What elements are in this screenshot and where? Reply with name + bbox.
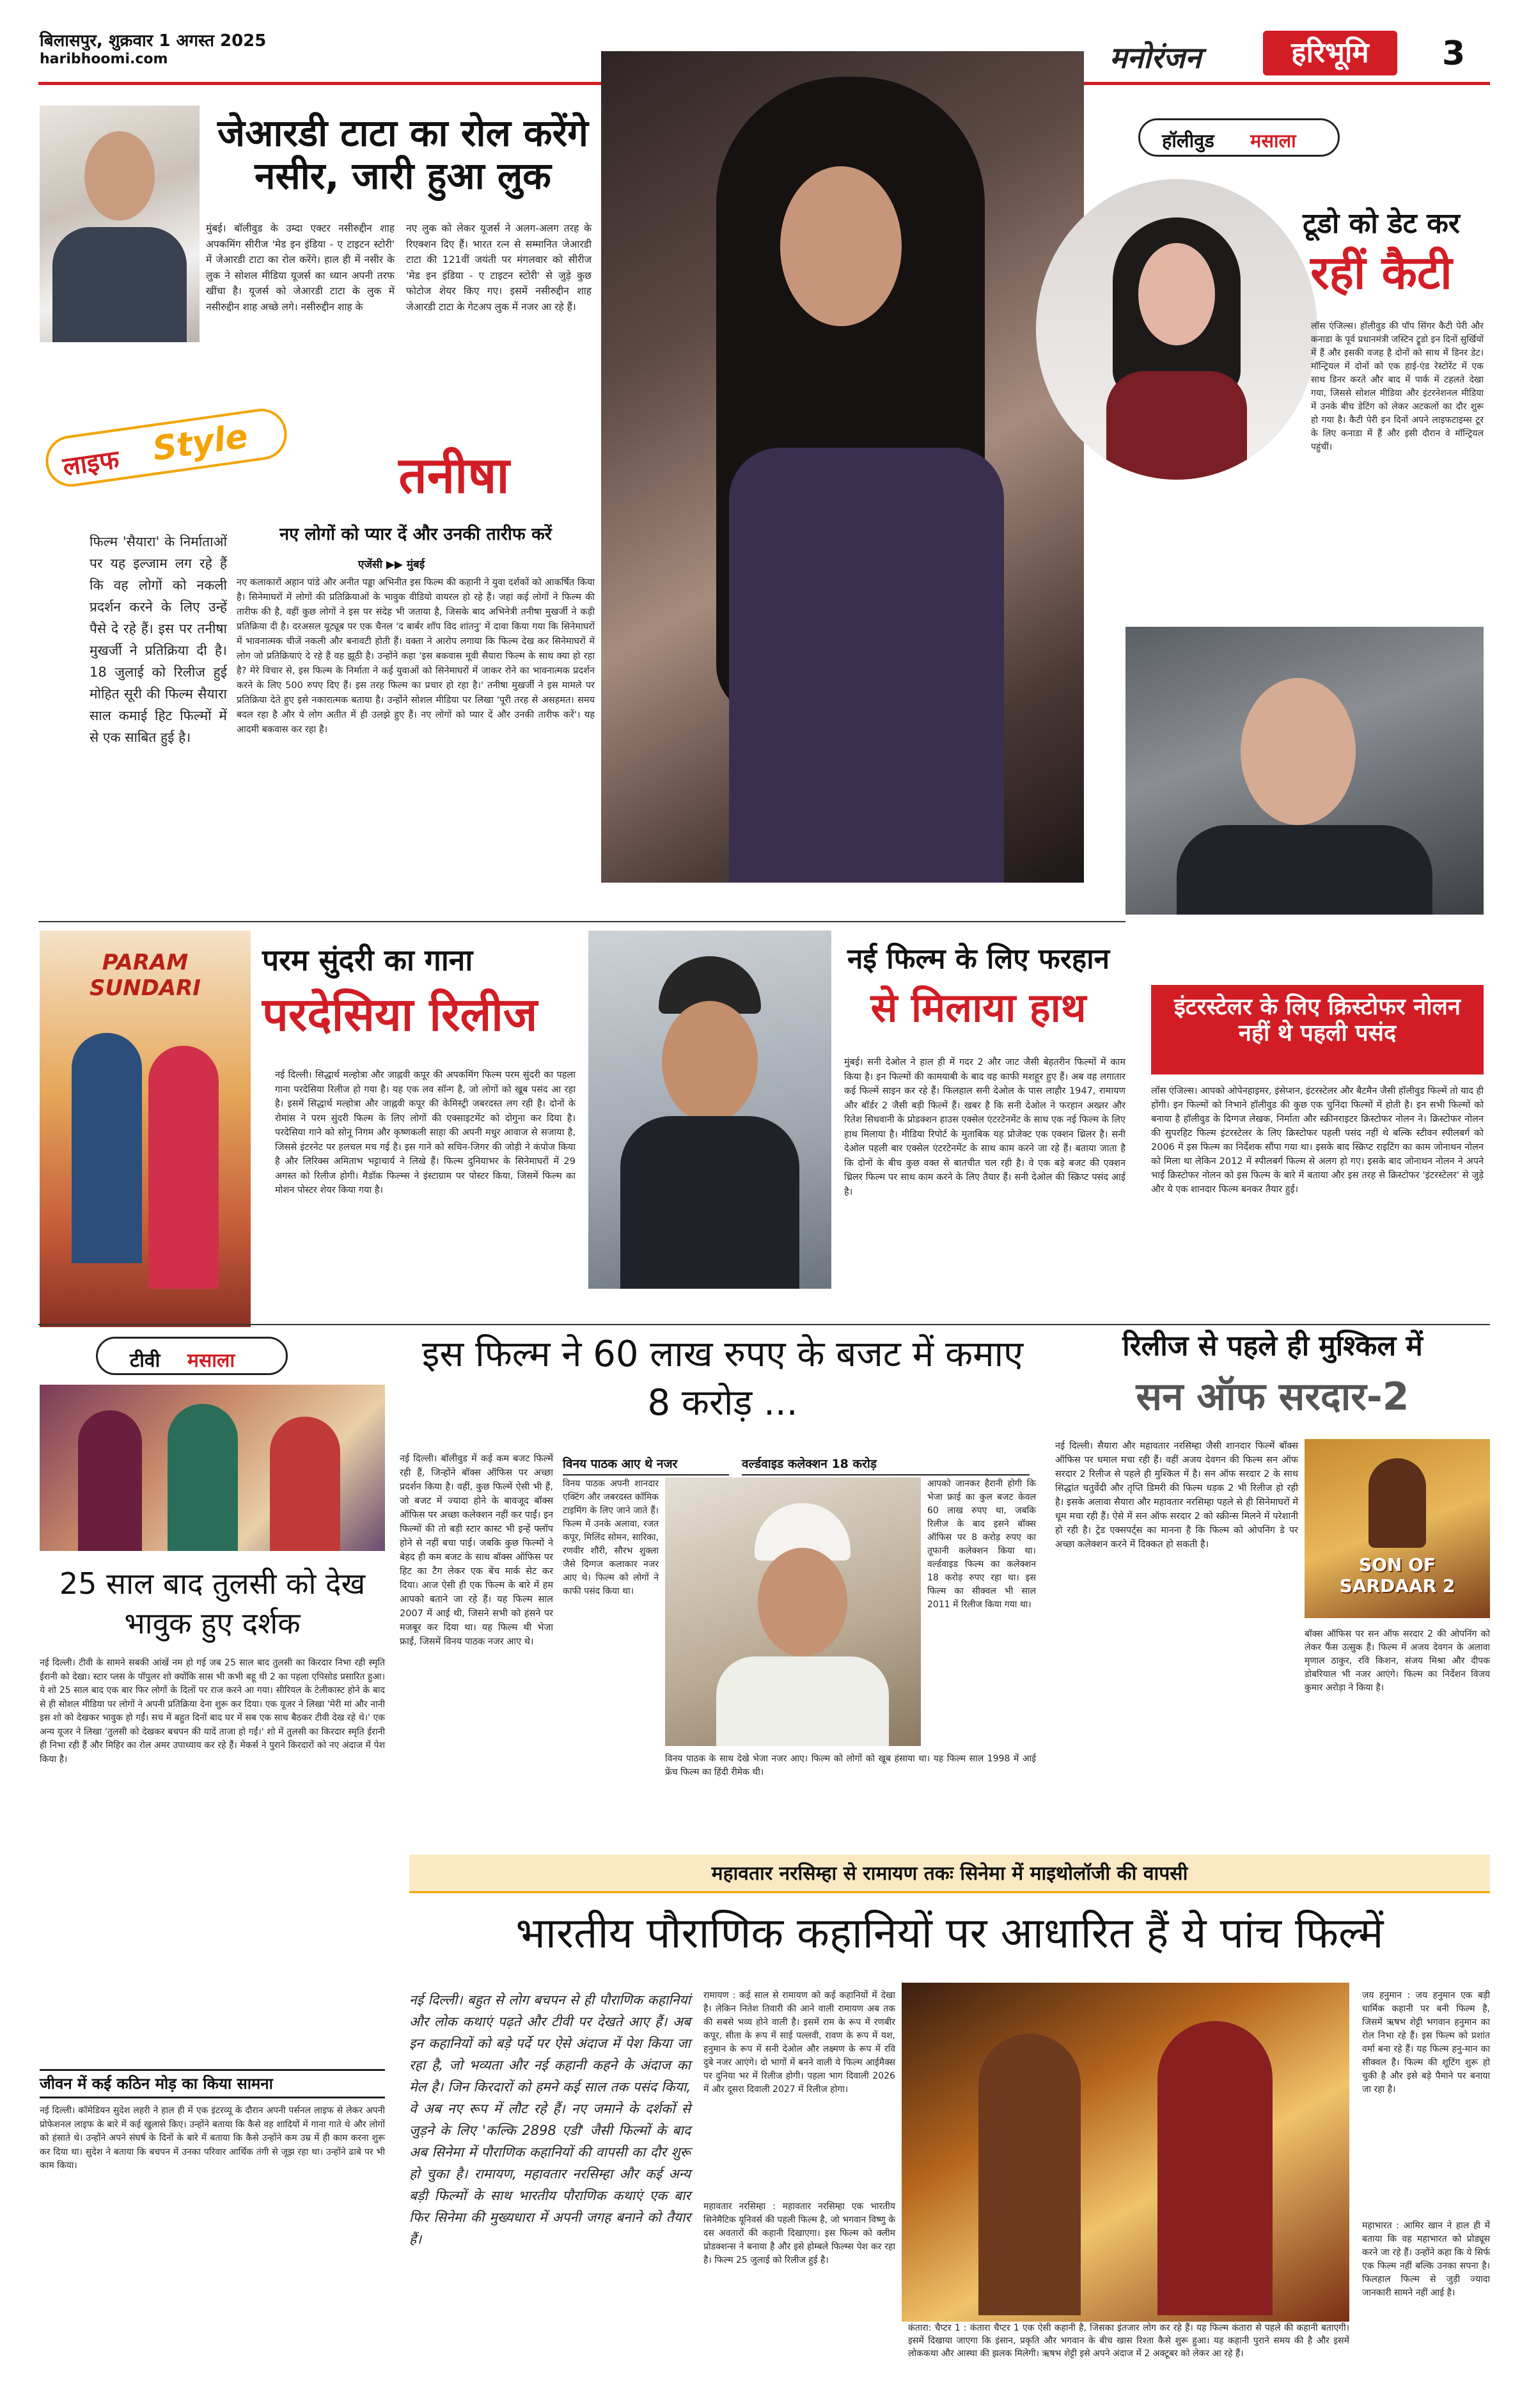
vinay-body <box>716 1656 889 1746</box>
mythology-kantara: कंतारा: चैप्टर 1 : कंतारा चैप्टर 1 एक ऐसी कहानी है, जिसका इंतजार लोग कर रहे हैं। यह फिल्म कंतारा से पहले की कहानी बताएगी। इसमें दिखाया जाएगा कि इंसान, प्रकृति और भगवान के बीच खास रिश्ता कैसे शुरू हुआ। यह कहानी पुराने समय की है और इसमें लोककथा और आस्था की झलक मिलेगी। ऋषभ शेट्टी इसे अपने अंदाज में 2 अक्टूबर को लेकर आ रहे हैं। <box>908 2323 1349 2359</box>
budget-col2: विनय पाठक अपनी शानदार एक्टिंग और जबरदस्त कॉमिक टाइमिंग के लिए जाने जाते हैं। फिल्म में उनके अलावा, रजत कपूर, मिलिंद सोमन, सारिका, रणवीर शौरी, सौरभ शुक्ला जैसे दिग्गज कलाकार नजर आए थे। फिल्म को लोगों ने काफी पसंद किया था। <box>563 1479 659 1596</box>
tanisha-dress <box>729 448 1004 883</box>
mythology-lead: नई दिल्ली। बहुत से लोग बचपन से ही पौराणिक कहानियां और लोक कथाएं पढ़ते और टीवी पर देखते आए हैं। अब इन कहानियों को बड़े पर्दे पर ऐसे अंदाज में पेश किया जा रहा है, जो भव्यता और नई कहानी कहने के अंदाज का मेल है। जिन किरदारों को हमने कई साल तक पसंद किया, वे अब नए रूप में लौट रहे हैं। नए जमाने के दर्शकों से जुड़ने के लिए 'कल्कि 2898 एडी' जैसी फिल्मों के बाद अब सिनेमा में पौराणिक कहानियों की वापसी का दौर शुरू हो चुका है। रामायण, महावतार नरसिम्हा और कई अन्य बड़ी फिल्मों के साथ भारतीय पौराणिक कथाएं एक बार फिर सिनेमा की मुख्यधारा में अपनी जगह बनाने को तैयार हैं। <box>409 1992 691 2247</box>
budget-caption: विनय पाठक के साथ देखे भेजा नजर आए। फिल्म को लोगों को खूब हंसाया था। यह फिल्म साल 1998 में आई फ्रेंच फिल्म का हिंदी रीमेक थी। <box>665 1754 1036 1777</box>
tv-figure-3 <box>270 1417 340 1551</box>
mythology-photo <box>902 1983 1349 2322</box>
katy-headline-2: रहीं कैटी <box>1310 246 1452 299</box>
tv-body: नई दिल्ली। टीवी के सामने सबकी आंखें नम हो गई जब 25 साल बाद तुलसी का किरदार निभा रही स्मृति ईरानी को देखा। स्टार प्लस के पॉपुलर शो क्योंकि सास भी कभी बहू थी 2 का पहला एपिसोड प्रसारित हुआ। ये शो 25 साल बाद एक बार फिर लोगों के दिलों पर राज करने आ गया। सीरियल के टेलीकास्ट होने के बाद से ही सोशल मीडिया पर लोगों ने अपनी प्रतिक्रिया देना शुरू कर दिया। एक यूजर ने लिखा 'मेरी मां और नानी इस शो को देखकर भावुक हो गईं। सच में बहुत दिनों बाद घर में सब एक साथ बैठकर टीवी देख रहे थे।' एक अन्य यूजर ने लिखा 'तुलसी को देखकर बचपन की यादें ताजा हो गईं।' शो में तुलसी का किरदार स्मृति ईरानी ही निभा रही हैं और मिहिर का रोल अमर उपाध्याय कर रहे हैं। मेकर्स ने पुराने किरदारों को नए अंदाज में पेश किया है। <box>40 1658 385 1765</box>
naseer-col2: नए लुक को लेकर यूजर्स ने अलग-अलग तरह के रिएक्शन दिए हैं। भारत रत्न से सम्मानित जेआरडी टाटा की 121वीं जयंती पर मंगलवार को सीरीज 'मेड इन इंडिया - ए टाइटन स्टोरी' से जुड़े कुछ फोटोज शेयर किए गए। इसमें नसीरुद्दीन शाह जेआरडी टाटा के गेटअप लुक में नजर आ रहे हैं। <box>406 223 592 313</box>
nolan-face <box>1241 678 1356 825</box>
param-headline-1: परम सुंदरी का गाना <box>262 943 473 977</box>
lifestyle-badge <box>42 405 290 490</box>
tv-sub-box <box>40 2069 385 2098</box>
tv-headline: 25 साल बाद तुलसी को देख भावुक हुए दर्शक <box>59 1566 366 1641</box>
hollywood-tag-label-2: मसाला <box>1250 130 1296 152</box>
naseer-face <box>84 131 155 221</box>
farhan-headline-1: नई फिल्म के लिए फरहान <box>847 943 1110 975</box>
tv-tag-label-2: मसाला <box>187 1350 235 1372</box>
hollywood-tag <box>1138 118 1340 157</box>
budget-col1: नई दिल्ली। बॉलीवुड में कई कम बजट फिल्में रही हैं, जिन्होंने बॉक्स ऑफिस पर अच्छा प्रदर्शन किया है। वहीं, कुछ फिल्में ऐसी भी हैं, जो बजट में ज्यादा होने के बावजूद बॉक्स ऑफिस पर अच्छा कलेक्शन नहीं कर पाईं। इन फिल्मों की तो बड़ी स्टार कास्ट भी इन्हें फ्लॉप होने से नहीं बचा पाई। जबकि कुछ फिल्मों ने बेहद ही कम बजट के साथ बॉक्स ऑफिस पर हिट का टैग लेकर एक बेंच मार्क सेट कर दिया। आज ऐसी ही एक फिल्म के बारे में हम आपको बताने जा रहे हैं। यह फिल्म साल 2007 में आई थी, जिसने सभी को हंसने पर मजबूर कर दिया था। यह फिल्म थी भेजा फ्राई, जिसमें विनय पाठक नजर आए थे। <box>400 1454 554 1647</box>
lifestyle-sidebar: फिल्म 'सैयारा' के निर्माताओं पर यह इल्जाम लग रहे हैं कि वह लोगों को नकली प्रदर्शन करने के लिए उन्हें पैसे दे रहे हैं। इस पर तनीषा मुखर्जी ने प्रतिक्रिया दी है। 18 जुलाई को रिलीज हुई मोहित सूरी की फिल्म सैयारा साल कमाई हिट फिल्मों में से एक साबित हुई है। <box>90 534 227 745</box>
tanisha-byline: एजेंसी ▶▶ मुंबई <box>358 558 425 571</box>
naseer-photo <box>40 106 200 342</box>
param-body: नई दिल्ली। सिद्धार्थ मल्होत्रा और जाह्नवी कपूर की अपकमिंग फिल्म परम सुंदरी का पहला गाना परदेसिया रिलीज हो गया है। यह एक लव सॉन्ग है, जो लोगों को खूब पसंद आ रहा है। इसमें सिद्धार्थ मल्होत्रा और जाह्नवी कपूर की केमिस्ट्री जबरदस्त लग रही है। दोनों के रोमांस ने परम सुंदरी फिल्म के लिए लोगों की एक्साइटमेंट को दोगुना कर दिया है। परदेसिया गाने को सोनू निगम और कृष्णकली साहा की अपनी मधुर आवाज से सजाया है, जिससे इंटरनेट पर हलचल मच गई है। इस गाने को सचिन-जिगर की जोड़ी ने कंपोज किया है और लिरिक्स अमिताभ भट्टाचार्य ने लिखे हैं। फिल्म दुनियाभर के सिनेमाघरों में 29 अगस्त को रिलीज होगी। मैडॉक फिल्म्स ने इंस्टाग्राम पर पोस्टर किया, जिसमें फिल्म का मोशन पोस्टर शेयर किया गया है। <box>275 1070 576 1195</box>
tv-figure-2 <box>168 1404 238 1551</box>
naseer-headline: जेआरडी टाटा का रोल करेंगे नसीर, जारी हुआ लुक <box>217 111 588 198</box>
vinay-face <box>758 1548 847 1656</box>
sunny-photo <box>588 931 831 1289</box>
vinay-photo <box>665 1477 921 1746</box>
sos-poster-title: SON OF SARDAAR 2 <box>1339 1554 1455 1596</box>
hollywood-tag-label: हॉलीवुड <box>1162 130 1214 152</box>
tv-tag <box>96 1337 288 1375</box>
tanisha-photo <box>601 51 1084 883</box>
tanisha-face <box>780 166 902 326</box>
sos-poster <box>1305 1439 1490 1618</box>
tanisha-body: नए कलाकारों अहान पांडे और अनीत पड्डा अभिनीत इस फिल्म की कहानी ने युवा दर्शकों को आकर्षित किया है। सिनेमाघरों में लोगों की प्रतिक्रियाओं के भावुक वीडियो वायरल हो रहे हैं। जहां कई लोगों ने फिल्म की तारीफ की है, वहीं कुछ लोगों ने इस पर संदेह भी जताया है, जिसके बाद अभिनेत्री तनीषा मुखर्जी ने कड़ी प्रतिक्रिया दी है। दरअसल यूट्यूब पर एक चैनल 'द बार्बर शॉप विद शांतनु' में दावा किया गया कि सिनेमाघरों में भावनात्मक चीजें नकली और बनावटी होती हैं। वक्ता ने आरोप लगाया कि फिल्म देख कर सिनेमाघरों में लोग जो प्रतिक्रियाएं दे रहे हैं वह झूठी है। उन्होंने कहा 'इस बकवास मूवी सैयारा फिल्म के साथ क्या हो रहा है? मेरे विचार से, इस फिल्म के निर्माता ने कई युवाओं को सिनेमाघरों में जाकर रोने का भावनात्मक प्रदर्शन करने के लिए 500 रुपए दिए हैं। इस तरह फिल्म का प्रचार हो रहा है।' तनीषा मुखर्जी ने इस मामले पर प्रतिक्रिया देते हुए इसे नकारात्मक बताया है। उन्होंने सोशल मीडिया पर लिखा 'पूरी तरह से असहमत। समय बदल रहा है और ये लोग अतीत में ही उलझे हुए हैं। नए लोगों को प्यार दें और उनकी तारीफ करें'। यह आदमी बकवास कर रहा है। <box>237 578 595 735</box>
param-poster <box>40 931 251 1327</box>
katy-body: लॉस एंजिल्स। हॉलीवुड की पॉप सिंगर कैटी पेरी और कनाडा के पूर्व प्रधानमंत्री जस्टिन ट्रूडो इन दिनों सुर्खियों में हैं और इसकी वजह है दोनों को साथ में डिनर डेट। मॉन्ट्रियल में दोनों को एक हाई-एंड रेस्टोरेंट में एक साथ डिनर करते और बाद में पार्क में टहलते देखा गया, जिससे सोशल मीडिया और इंटरनेशनल मीडिया में उनके बीच डेटिंग को लेकर अटकलों का दौर शुरू हो गया है। कैटी पेरी इन दिनों अपने लाइफटाइम्स टूर के लिए कनाडा में हैं और इसी दौरान वे मॉन्ट्रियल पहुंचीं। <box>1311 321 1484 452</box>
section-name: मनोरंजन <box>1110 40 1202 75</box>
nolan-headline: इंटरस्टेलर के लिए क्रिस्टोफर नोलन नहीं थे पहली पसंद <box>1174 994 1461 1047</box>
naseer-suit <box>52 227 187 342</box>
nolan-photo <box>1125 627 1484 915</box>
brand-logo-text: हरिभूमि <box>1291 36 1369 69</box>
farhan-body: मुंबई। सनी देओल ने हाल ही में गदर 2 और जाट जैसी बेहतरीन फिल्मों में काम किया है। इन फिल्मों की कामयाबी के बाद वह काफी मशहूर हुए हैं। अब वह लगातार कई फिल्में साइन कर रहे हैं। फिलहाल सनी देओल के पास लाहौर 1947, रामायण और बॉर्डर 2 जैसी बड़ी फिल्में हैं। खबर है कि सनी देओल ने फरहान अख्तर और रितेश सिधवानी के प्रोडक्शन हाउस एक्सेल एंटरटेनमेंट के साथ एक नई फिल्म के लिए हाथ मिलाया है। मीडिया रिपोर्ट के मुताबिक यह प्रोजेक्ट एक एक्शन थ्रिलर है। सनी देओल पहली बार एक्सेल एंटरटेनमेंट के साथ काम करने जा रहे हैं। बताया जाता है कि दोनों के बीच कुछ वक्त से बातचीत चल रही है। वे एक बड़े बजट की एक्शन थ्रिलर फिल्म पर साथ काम करने के लिए तैयार हैं। सनी देओल की स्क्रिप्ट पसंद आई है। <box>844 1057 1125 1197</box>
sos-poster-figure <box>1368 1458 1426 1548</box>
sos-headline-1: रिलीज से पहले ही मुश्किल में <box>1122 1330 1423 1362</box>
param-poster-figure-2 <box>148 1046 219 1289</box>
katy-headline-1: टूडो को डेट कर <box>1303 207 1460 240</box>
tv-subbody: नई दिल्ली। कॉमेडियन सुदेश लहरी ने हाल ही में एक इंटरव्यू के दौरान अपनी पर्सनल लाइफ से लेकर अपनी प्रोफेशनल लाइफ के बारे में कई खुलासे किए। उन्होंने बताया कि कैसे वह शादियों में गाना गाते थे और लोगों को हंसाते थे। उन्होंने अपने संघर्ष के दिनों के बारे में बताया कि कैसे उन्होंने कम उम्र में ही काम करना शुरू कर दिया था। सुदेश ने बताया कि बचपन में उनका परिवार आर्थिक तंगी से जूझ रहा था। उन्होंने ढाबे पर भी काम किया। <box>40 2105 385 2171</box>
mythology-narsimha: महावतार नरसिम्हा : महावतार नरसिम्हा एक भारतीय सिनेमैटिक यूनिवर्स की पहली फिल्म है, जो भगवान विष्णु के दस अवतारों की कहानी दिखाएगा। इस फिल्म को क्लीम प्रोडक्शन्स ने बनाया है और इसे होम्बले फिल्म्स पेश कर रहा है। फिल्म 25 जुलाई को रिलीज हुई है। <box>703 2201 895 2265</box>
mythology-kicker: महावतार नरसिम्हा से रामायण तकः सिनेमा में माइथोलॉजी की वापसी <box>711 1862 1188 1885</box>
param-poster-figure-1 <box>72 1033 142 1263</box>
brand-logo <box>1263 31 1397 75</box>
row2-rule <box>38 921 1125 922</box>
tanisha-subhead: नए लोगों को प्यार दें और उनकी तारीफ करें <box>279 524 552 544</box>
mythology-hanuman: जय हनुमान : जय हनुमान एक बड़ी धार्मिक कहानी पर बनी फिल्म है, जिसमें ऋषभ शेट्टी भगवान हनुमान का रोल निभा रहे हैं। इस फिल्म को प्रशांत वर्मा बना रहे हैं। यह फिल्म हनु-मान का सीक्वल है। फिल्म की शूटिंग शुरू हो चुकी है और इसे बड़े पैमाने पर बनाया जा रहा है। <box>1362 1990 1490 2095</box>
sunny-jacket <box>620 1116 799 1289</box>
katy-dress <box>1106 371 1247 480</box>
nolan-body: लॉस एंजिल्स। आपको ओपेनहाइमर, इंसेप्शन, इंटरस्टेलर और बैटमैन जैसी हॉलीवुड फिल्में तो याद ही होंगी। इन फिल्मों को निभाने हॉलीवुड की कुछ एक चुनिंदा फिल्मों में होती है। इन सभी फिल्मों को बनाया है हॉलीवुड के दिग्गज लेखक, निर्माता और स्क्रीनराइटर क्रिस्टोफर नोलन ने। क्रिस्टोफर नोलन की सुपरहिट फिल्म इंटरस्टेलर के लिए क्रिस्टोफर पहली पसंद नहीं थे बल्कि स्टीवन स्पीलबर्ग को 2006 में इस फिल्म का निर्देशक सौंपा गया था। इसके बाद स्क्रिप्ट राइटिंग का काम जोनाथन नोलन को मिला था लेकिन 2012 में स्पीलबर्ग फिल्म से अलग हो गए। इसके बाद जोनाथन नोलन ने अपने भाई क्रिस्टोफर नोलन को इस फिल्म के बारे में बताया और इस तरह से क्रिस्टोफर 'इंटरस्टेलर' से जुड़े और ये एक शानदार फिल्म बनकर तैयार हुई। <box>1151 1086 1484 1195</box>
param-headline-2: परदेसिया रिलीज <box>262 988 538 1041</box>
budget-sub2: वर्ल्डवाइड कलेक्शन 18 करोड़ <box>742 1455 1030 1475</box>
tv-figure-1 <box>78 1410 142 1551</box>
farhan-headline-2: से मिलाया हाथ <box>870 984 1086 1031</box>
page-number: 3 <box>1442 35 1466 73</box>
mythology-headline: भारतीय पौराणिक कहानियों पर आधारित हैं ये पांच फिल्में <box>515 1908 1384 1958</box>
tanisha-headline: तनीषा <box>398 447 510 505</box>
param-poster-title: PARAM SUNDARI <box>90 950 201 1001</box>
budget-col3: आपको जानकर हैरानी होगी कि भेजा फ्राई का कुल बजट केवल 60 लाख रुपए था, जबकि रिलीज के बाद इसने बॉक्स ऑफिस पर 8 करोड़ रुपए का तूफानी कलेक्शन किया था। वर्ल्डवाइड फिल्म का कलेक्शन 18 करोड़ रुपए रहा था। इस फिल्म का सीक्वल भी साल 2011 में रिलीज किया गया था। <box>927 1479 1036 1610</box>
mythology-kicker-bar <box>409 1855 1490 1893</box>
katy-photo <box>1036 179 1317 480</box>
masthead-site[interactable]: haribhoomi.com <box>40 51 168 67</box>
lifestyle-label: लाइफ <box>61 445 122 482</box>
mythology-figure-1 <box>978 2034 1081 2315</box>
sos-body: नई दिल्ली। सैयारा और महावतार नरसिम्हा जैसी शानदार फिल्में बॉक्स ऑफिस पर धमाल मचा रही हैं। वहीं अजय देवगन की फिल्म सन ऑफ सरदार 2 रिलीज से पहले ही मुश्किल में है। सन ऑफ सरदार 2 के साथ सिद्धांत चतुर्वेदी और तृप्ति डिमरी की फिल्म धड़क 2 भी रिलीज हो रही है। इसके अलावा सैयारा और महावतार नरसिम्हा पहले से ही सिनेमाघरों में धूम मचा रही हैं। ऐसे में सन ऑफ सरदार 2 को स्क्रीन्स मिलने में परेशानी हो रही है। ट्रेड एक्सपर्ट्स का मानना है कि फिल्म को ओपनिंग डे पर अच्छा कलेक्शन करने में दिक्कत हो सकती है। <box>1055 1441 1298 1550</box>
katy-face <box>1138 243 1215 345</box>
tv-photo <box>40 1385 385 1551</box>
naseer-col1: मुंबई। बॉलीवुड के उम्दा एक्टर नसीरुद्दीन शाह अपकमिंग सीरीज 'मेड इन इंडिया - ए टाइटन स्टोरी' में जेआरडी टाटा का रोल करेंगे। हाल ही में नसीर के लुक ने सोशल मीडिया यूजर्स का ध्यान अपनी तरफ खींचा है। यूजर्स को जेआरडी टाटा के लुक में नसीरुद्दीन शाह अच्छे लगे। नसीरुद्दीन शाह के <box>206 223 395 313</box>
nolan-suit <box>1177 825 1432 915</box>
lifestyle-label-2: Style <box>150 417 251 469</box>
budget-headline: इस फिल्म ने 60 लाख रुपए के बजट में कमाए 8 करोड़ ... <box>421 1334 1024 1424</box>
budget-sub1: विनय पाठक आए थे नजर <box>563 1455 729 1475</box>
sos-headline-2: सन ऑफ सरदार-2 <box>1136 1374 1409 1419</box>
masthead-date: बिलासपुर, शुक्रवार 1 अगस्त 2025 <box>40 31 267 51</box>
tv-subhead: जीवन में कई कठिन मोड़ का किया सामना <box>40 2075 273 2093</box>
mythology-mahabharat: महाभारत : आमिर खान ने हाल ही में बताया कि वह महाभारत को प्रोड्यूस करने जा रहे हैं। उन्होंने कहा कि ये सिर्फ एक फिल्म नहीं बल्कि उनका सपना है। फिलहाल फिल्म से जुड़ी ज्यादा जानकारी सामने नहीं आई है। <box>1362 2221 1490 2298</box>
mythology-figure-2 <box>1157 2021 1273 2315</box>
sos-side: बॉक्स ऑफिस पर सन ऑफ सरदार 2 की ओपनिंग को लेकर फैंस उत्सुक हैं। फिल्म में अजय देवगन के अलावा मृणाल ठाकुर, रवि किशन, संजय मिश्रा और दीपक डोबरियाल भी नजर आएंगे। फिल्म का निर्देशन विजय कुमार अरोड़ा ने किया है। <box>1305 1629 1490 1693</box>
nolan-headline-box <box>1151 985 1484 1074</box>
tv-tag-label: टीवी <box>130 1350 161 1372</box>
sunny-face <box>662 1001 758 1122</box>
row3-rule <box>38 1324 1490 1325</box>
mythology-ramayan: रामायण : कई साल से रामायण को कई कहानियों में देखा है। लेकिन नितेश तिवारी की आने वाली रामायण अब तक की सबसे भव्य होने वाली है। इसमें राम के रूप में रणबीर कपूर, सीता के रूप में साई पल्लवी, रावण के रूप में यश, हनुमान के रूप में सनी देओल और लक्ष्मण के रूप में रवि दुबे नजर आएंगे। दो भागों में बनने वाली ये फिल्म आईमैक्स पर दुनिया भर में रिलीज होगी। पहला भाग दिवाली 2026 में और दूसरा दिवाली 2027 में रिलीज होगा। <box>703 1990 895 2095</box>
